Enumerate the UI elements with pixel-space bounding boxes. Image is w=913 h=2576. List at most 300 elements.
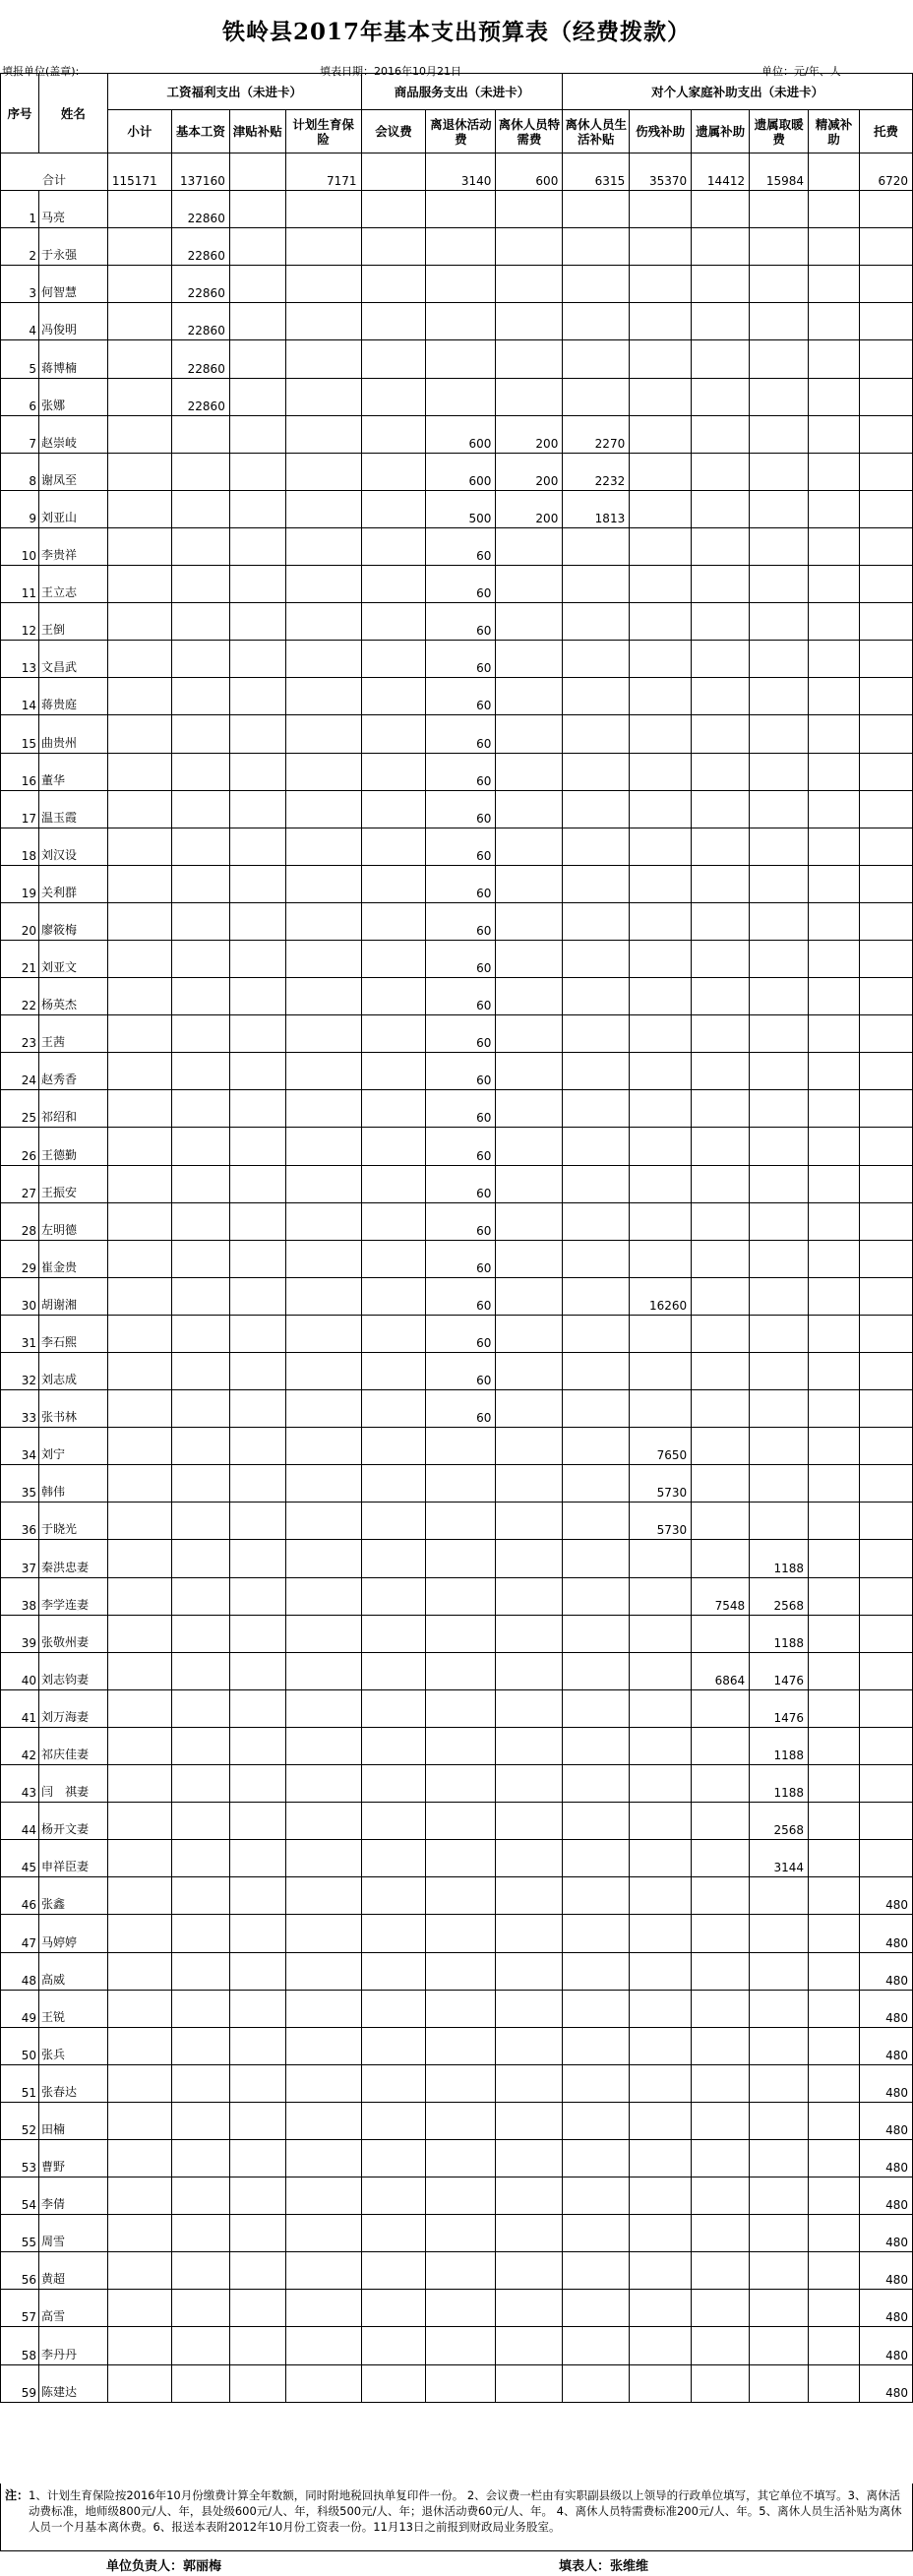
row-cell	[285, 340, 361, 378]
row-cell	[859, 1540, 912, 1577]
row-cell	[229, 641, 285, 678]
row-cell	[285, 415, 361, 453]
table-row	[1, 1428, 913, 1465]
row-cell	[361, 2364, 426, 2402]
row-cell	[563, 1053, 630, 1090]
row-cell	[496, 1952, 563, 1990]
row-cell	[692, 1428, 750, 1465]
table-row	[1, 715, 913, 753]
row-cell: 200	[496, 415, 563, 453]
row-cell	[285, 191, 361, 228]
row-cell	[809, 527, 860, 565]
row-cell	[229, 715, 285, 753]
row-subtotal	[107, 1577, 171, 1615]
total-cell: 600	[496, 153, 563, 191]
row-cell	[692, 2327, 750, 2364]
row-cell	[426, 1727, 496, 1764]
row-cell	[426, 303, 496, 340]
row-cell	[285, 1465, 361, 1503]
row-cell	[563, 1315, 630, 1352]
row-name: 何智慧	[38, 266, 107, 303]
row-subtotal	[107, 1390, 171, 1428]
row-cell	[630, 1240, 692, 1277]
row-cell	[171, 1240, 229, 1277]
row-cell	[859, 1577, 912, 1615]
row-cell	[630, 527, 692, 565]
row-subtotal	[107, 1990, 171, 2027]
row-cell	[750, 940, 809, 977]
row-cell	[859, 753, 912, 790]
row-cell	[692, 1803, 750, 1840]
table-row	[1, 1353, 913, 1390]
row-cell	[563, 2252, 630, 2290]
row-cell	[809, 228, 860, 266]
row-subtotal	[107, 1090, 171, 1128]
row-name: 马亮	[38, 191, 107, 228]
row-cell	[692, 641, 750, 678]
row-cell	[692, 1952, 750, 1990]
table-row	[1, 1765, 913, 1803]
row-cell	[692, 490, 750, 527]
row-cell	[750, 1503, 809, 1540]
row-cell	[426, 1877, 496, 1915]
row-cell: 480	[859, 2252, 912, 2290]
row-cell	[171, 790, 229, 828]
row-cell	[426, 378, 496, 415]
row-cell	[229, 1315, 285, 1352]
row-name: 张敬州妻	[38, 1615, 107, 1652]
row-cell: 60	[426, 1128, 496, 1165]
row-cell	[171, 1577, 229, 1615]
row-seq: 42	[1, 1727, 39, 1764]
row-cell	[496, 566, 563, 603]
row-seq: 35	[1, 1465, 39, 1503]
row-cell	[563, 865, 630, 902]
row-cell	[630, 1803, 692, 1840]
table-row	[1, 191, 913, 228]
row-cell: 480	[859, 1952, 912, 1990]
row-cell	[859, 1315, 912, 1352]
row-cell	[171, 603, 229, 641]
row-cell	[630, 753, 692, 790]
row-cell	[285, 1540, 361, 1577]
row-subtotal	[107, 790, 171, 828]
row-seq: 10	[1, 527, 39, 565]
row-cell	[630, 1727, 692, 1764]
row-seq: 17	[1, 790, 39, 828]
row-cell: 480	[859, 2215, 912, 2252]
table-row	[1, 2364, 913, 2402]
row-seq: 28	[1, 1202, 39, 1240]
table-row	[1, 1053, 913, 1090]
row-cell	[692, 2364, 750, 2402]
row-cell	[229, 678, 285, 715]
row-subtotal	[107, 1615, 171, 1652]
row-cell	[496, 2252, 563, 2290]
row-cell	[630, 1353, 692, 1390]
row-cell	[692, 1053, 750, 1090]
row-cell	[630, 2139, 692, 2177]
table-row	[1, 1577, 913, 1615]
row-cell	[229, 228, 285, 266]
row-cell: 600	[426, 415, 496, 453]
row-cell	[171, 1053, 229, 1090]
row-cell	[361, 303, 426, 340]
row-cell	[859, 1652, 912, 1689]
row-cell	[750, 191, 809, 228]
row-cell	[426, 266, 496, 303]
row-cell	[171, 2364, 229, 2402]
row-cell: 1188	[750, 1615, 809, 1652]
row-seq: 13	[1, 641, 39, 678]
row-cell	[750, 1990, 809, 2027]
row-cell	[809, 1165, 860, 1202]
row-cell	[630, 228, 692, 266]
row-cell	[750, 1390, 809, 1428]
row-seq: 5	[1, 340, 39, 378]
row-seq: 47	[1, 1915, 39, 1952]
row-cell	[563, 1652, 630, 1689]
row-cell	[563, 1390, 630, 1428]
fill-date: 填表日期：2016年10月21日	[320, 65, 461, 78]
row-cell	[171, 490, 229, 527]
row-cell: 480	[859, 1877, 912, 1915]
row-cell	[563, 1240, 630, 1277]
table-row	[1, 753, 913, 790]
row-subtotal	[107, 1165, 171, 1202]
row-cell: 480	[859, 1990, 912, 2027]
row-cell	[171, 2290, 229, 2327]
row-cell	[361, 1277, 426, 1315]
row-cell	[630, 1577, 692, 1615]
table-row	[1, 2102, 913, 2139]
row-cell	[630, 1840, 692, 1877]
row-cell: 16260	[630, 1277, 692, 1315]
row-cell	[361, 2327, 426, 2364]
row-cell	[361, 1128, 426, 1165]
row-seq: 3	[1, 266, 39, 303]
header-col: 伤残补助	[630, 110, 692, 153]
row-cell	[496, 1577, 563, 1615]
row-cell: 60	[426, 1090, 496, 1128]
row-subtotal	[107, 715, 171, 753]
row-seq: 56	[1, 2252, 39, 2290]
table-row	[1, 378, 913, 415]
row-name: 于永强	[38, 228, 107, 266]
row-seq: 9	[1, 490, 39, 527]
row-cell: 60	[426, 1053, 496, 1090]
row-cell	[361, 1952, 426, 1990]
row-cell	[285, 378, 361, 415]
row-cell	[496, 378, 563, 415]
row-cell	[229, 1128, 285, 1165]
table-row	[1, 1015, 913, 1053]
row-cell	[496, 1689, 563, 1727]
row-cell	[750, 1202, 809, 1240]
row-subtotal	[107, 1727, 171, 1764]
table-row	[1, 1165, 913, 1202]
row-cell	[229, 1615, 285, 1652]
header-group-family-subsidy: 对个人家庭补助支出（未进卡）	[563, 74, 913, 110]
row-cell	[809, 753, 860, 790]
row-cell	[563, 678, 630, 715]
row-cell	[750, 2177, 809, 2215]
row-cell	[859, 1165, 912, 1202]
row-cell	[285, 2177, 361, 2215]
row-name: 谢凤至	[38, 453, 107, 490]
row-cell	[171, 453, 229, 490]
table-row	[1, 2027, 913, 2064]
row-cell	[750, 902, 809, 940]
row-cell: 7650	[630, 1428, 692, 1465]
row-cell	[809, 1128, 860, 1165]
row-cell	[692, 1240, 750, 1277]
row-cell: 200	[496, 453, 563, 490]
row-cell	[496, 1803, 563, 1840]
row-name: 祁庆佳妻	[38, 1727, 107, 1764]
row-cell	[630, 2102, 692, 2139]
row-cell	[171, 1428, 229, 1465]
row-subtotal	[107, 1053, 171, 1090]
row-seq: 38	[1, 1577, 39, 1615]
notes-box	[0, 2484, 913, 2551]
table-row	[1, 2139, 913, 2177]
row-cell	[361, 527, 426, 565]
table-row	[1, 1090, 913, 1128]
row-name: 赵崇岐	[38, 415, 107, 453]
row-cell	[750, 453, 809, 490]
row-cell	[692, 1465, 750, 1503]
row-cell	[750, 1165, 809, 1202]
row-subtotal	[107, 1803, 171, 1840]
row-cell	[229, 1428, 285, 1465]
row-cell	[563, 228, 630, 266]
row-name: 赵秀香	[38, 1053, 107, 1090]
row-cell	[496, 828, 563, 865]
row-cell: 60	[426, 1277, 496, 1315]
row-cell	[630, 2177, 692, 2215]
row-cell	[630, 828, 692, 865]
row-cell	[630, 2327, 692, 2364]
row-cell	[563, 2102, 630, 2139]
row-cell	[630, 1915, 692, 1952]
row-cell	[563, 978, 630, 1015]
row-cell	[692, 1689, 750, 1727]
row-cell	[426, 2327, 496, 2364]
row-cell	[692, 266, 750, 303]
row-cell	[563, 1727, 630, 1764]
row-cell	[229, 303, 285, 340]
table-row	[1, 1128, 913, 1165]
row-cell	[859, 340, 912, 378]
row-cell	[361, 378, 426, 415]
row-cell	[285, 2290, 361, 2327]
row-cell	[496, 641, 563, 678]
row-cell	[285, 1053, 361, 1090]
row-cell: 60	[426, 978, 496, 1015]
header-col: 遗属补助	[692, 110, 750, 153]
row-subtotal	[107, 1652, 171, 1689]
row-name: 张兵	[38, 2027, 107, 2064]
row-cell	[285, 1915, 361, 1952]
row-cell	[630, 2027, 692, 2064]
row-cell	[563, 828, 630, 865]
row-cell	[750, 790, 809, 828]
row-cell	[859, 1465, 912, 1503]
row-cell: 60	[426, 940, 496, 977]
table-row	[1, 2064, 913, 2102]
row-cell: 3144	[750, 1840, 809, 1877]
row-subtotal	[107, 1689, 171, 1727]
row-name: 刘亚山	[38, 490, 107, 527]
row-cell	[171, 2327, 229, 2364]
table-row	[1, 2215, 913, 2252]
row-cell	[285, 490, 361, 527]
row-cell	[563, 1165, 630, 1202]
row-cell	[285, 1615, 361, 1652]
row-name: 张鑫	[38, 1877, 107, 1915]
row-cell	[692, 2102, 750, 2139]
row-cell	[361, 1053, 426, 1090]
row-cell: 60	[426, 678, 496, 715]
row-cell	[859, 715, 912, 753]
row-subtotal	[107, 678, 171, 715]
row-name: 王振安	[38, 1165, 107, 1202]
row-cell	[426, 1990, 496, 2027]
row-cell	[361, 453, 426, 490]
row-cell	[496, 303, 563, 340]
row-cell: 60	[426, 566, 496, 603]
row-cell	[361, 1765, 426, 1803]
row-cell	[361, 1240, 426, 1277]
row-seq: 19	[1, 865, 39, 902]
header-col: 离休人员特需费	[496, 110, 563, 153]
row-cell	[229, 1652, 285, 1689]
row-cell	[426, 2027, 496, 2064]
row-seq: 46	[1, 1877, 39, 1915]
row-cell	[171, 940, 229, 977]
row-cell: 60	[426, 527, 496, 565]
row-cell: 1188	[750, 1765, 809, 1803]
row-cell	[285, 1877, 361, 1915]
row-cell: 60	[426, 753, 496, 790]
row-cell	[361, 1090, 426, 1128]
row-cell	[563, 566, 630, 603]
row-cell	[361, 1577, 426, 1615]
row-name: 张书林	[38, 1390, 107, 1428]
row-cell	[229, 1503, 285, 1540]
row-cell	[859, 1128, 912, 1165]
row-cell	[229, 340, 285, 378]
row-cell	[809, 1053, 860, 1090]
row-subtotal	[107, 641, 171, 678]
row-cell	[630, 2064, 692, 2102]
row-cell	[630, 715, 692, 753]
row-name: 刘汉设	[38, 828, 107, 865]
header-group-goods-services: 商品服务支出（未进卡）	[361, 74, 563, 110]
row-cell	[750, 1428, 809, 1465]
row-cell	[361, 1990, 426, 2027]
row-seq: 58	[1, 2327, 39, 2364]
row-cell	[563, 753, 630, 790]
table-row	[1, 1465, 913, 1503]
row-cell	[692, 415, 750, 453]
table-row	[1, 1652, 913, 1689]
row-cell	[229, 2215, 285, 2252]
row-cell	[809, 603, 860, 641]
row-cell	[630, 902, 692, 940]
row-cell	[361, 1428, 426, 1465]
row-cell	[563, 1015, 630, 1053]
row-cell: 60	[426, 603, 496, 641]
row-cell	[750, 1053, 809, 1090]
total-label: 合计	[1, 153, 108, 191]
row-seq: 37	[1, 1540, 39, 1577]
row-cell: 2232	[563, 453, 630, 490]
row-cell	[692, 303, 750, 340]
row-cell	[229, 1689, 285, 1727]
row-cell	[171, 753, 229, 790]
row-cell	[496, 527, 563, 565]
row-seq: 29	[1, 1240, 39, 1277]
row-cell	[630, 303, 692, 340]
row-cell	[496, 1240, 563, 1277]
row-cell	[361, 715, 426, 753]
row-subtotal	[107, 1915, 171, 1952]
row-cell	[229, 527, 285, 565]
row-subtotal	[107, 1428, 171, 1465]
row-cell	[171, 1128, 229, 1165]
row-cell	[496, 1428, 563, 1465]
row-cell	[496, 678, 563, 715]
row-cell	[692, 566, 750, 603]
row-cell	[496, 1277, 563, 1315]
row-cell	[809, 490, 860, 527]
row-cell: 5730	[630, 1503, 692, 1540]
row-cell: 60	[426, 1202, 496, 1240]
row-cell	[563, 527, 630, 565]
row-cell	[750, 753, 809, 790]
row-name: 李学连妻	[38, 1577, 107, 1615]
row-seq: 34	[1, 1428, 39, 1465]
row-cell	[630, 266, 692, 303]
row-cell	[426, 228, 496, 266]
total-cell	[229, 153, 285, 191]
row-cell	[750, 2290, 809, 2327]
row-cell	[496, 1990, 563, 2027]
page-title: 铁岭县2017年基本支出预算表（经费拨款）	[221, 19, 691, 45]
row-cell	[563, 1540, 630, 1577]
row-cell	[229, 603, 285, 641]
row-cell: 22860	[171, 303, 229, 340]
table-row	[1, 828, 913, 865]
row-cell	[496, 1165, 563, 1202]
row-name: 田楠	[38, 2102, 107, 2139]
row-cell: 22860	[171, 266, 229, 303]
row-cell	[809, 1727, 860, 1764]
row-cell	[426, 1840, 496, 1877]
row-name: 廖筱梅	[38, 902, 107, 940]
row-cell	[563, 2215, 630, 2252]
row-seq: 33	[1, 1390, 39, 1428]
row-cell: 200	[496, 490, 563, 527]
row-cell	[285, 753, 361, 790]
row-name: 温玉霞	[38, 790, 107, 828]
row-seq: 2	[1, 228, 39, 266]
row-cell	[171, 1727, 229, 1764]
row-cell	[750, 603, 809, 641]
row-cell	[750, 978, 809, 1015]
